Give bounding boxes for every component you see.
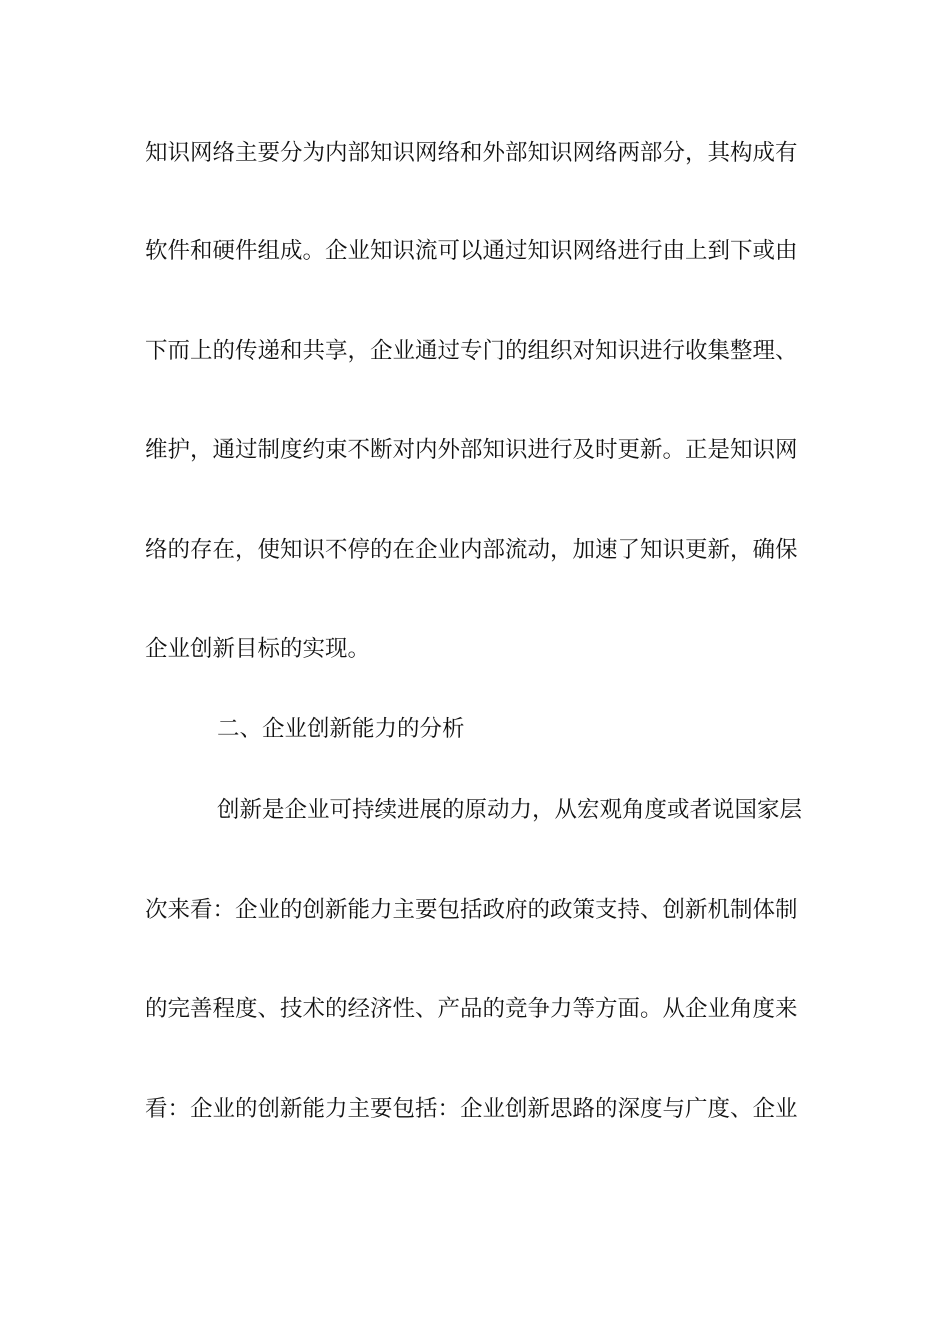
paragraph-line: 次来看：企业的创新能力主要包括政府的政策支持、创新机制体制	[145, 897, 798, 923]
paragraph-line: 络的存在，使知识不停的在企业内部流动，加速了知识更新，确保	[145, 537, 798, 563]
paragraph-line: 的完善程度、技术的经济性、产品的竞争力等方面。从企业角度来	[145, 996, 798, 1022]
paragraph-line: 创新是企业可持续进展的原动力，从宏观角度或者说国家层	[217, 797, 803, 823]
paragraph-line: 维护，通过制度约束不断对内外部知识进行及时更新。正是知识网	[145, 437, 798, 463]
section-heading: 二、企业创新能力的分析	[217, 716, 465, 742]
paragraph-line: 软件和硬件组成。企业知识流可以通过知识网络进行由上到下或由	[145, 238, 798, 264]
paragraph-line: 看：企业的创新能力主要包括：企业创新思路的深度与广度、企业	[145, 1096, 798, 1122]
paragraph-line: 企业创新目标的实现。	[145, 636, 371, 662]
paragraph-line: 下而上的传递和共享，企业通过专门的组织对知识进行收集整理、	[145, 338, 798, 364]
paragraph-line: 知识网络主要分为内部知识网络和外部知识网络两部分，其构成有	[145, 140, 798, 166]
